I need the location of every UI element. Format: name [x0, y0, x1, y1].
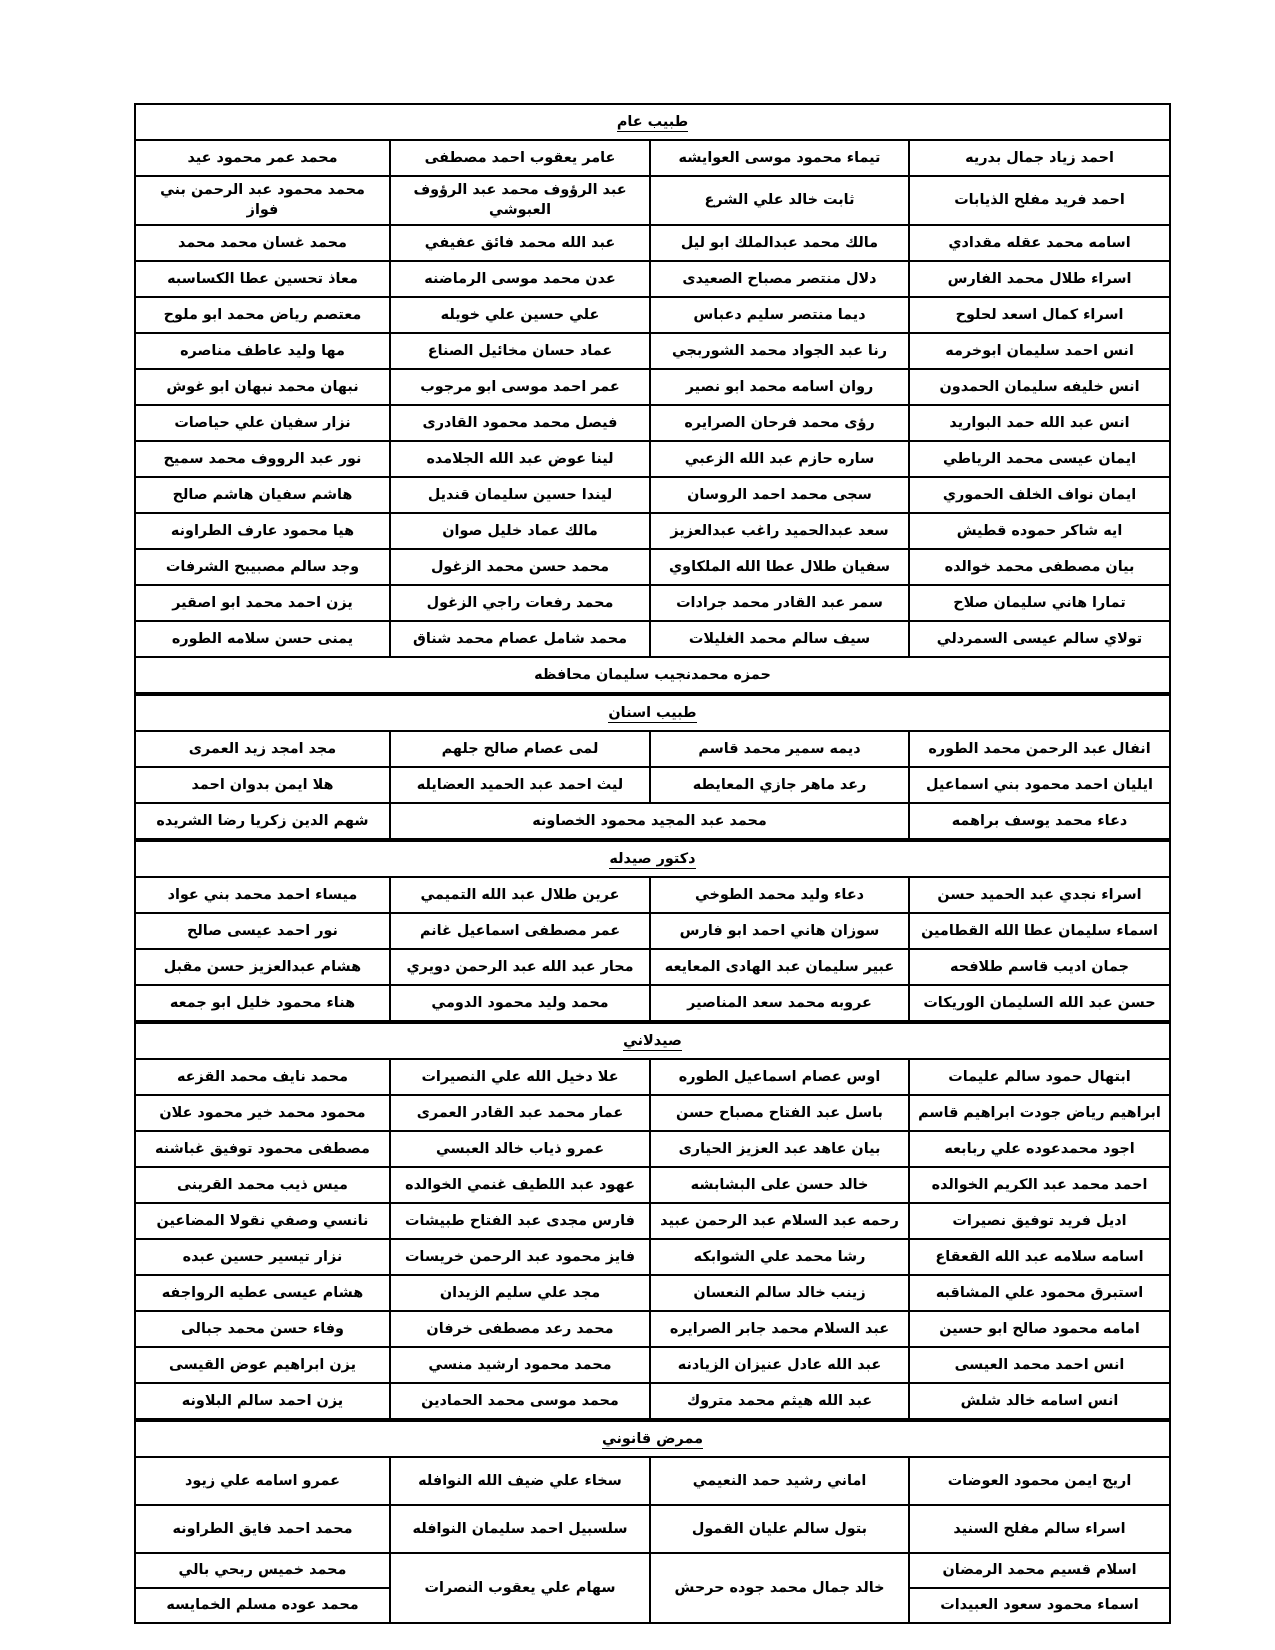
name-cell: اماني رشيد حمد النعيمي: [650, 1457, 909, 1505]
name-cell: عدن محمد موسى الرماضنه: [390, 261, 650, 297]
table-row-merged: [135, 803, 1170, 839]
table-row: [135, 441, 1170, 477]
name-cell: دعاء وليد محمد الطوخي: [650, 877, 909, 913]
table-row: [135, 731, 1170, 767]
name-cell: علي حسين علي خويله: [390, 297, 650, 333]
name-cell: اسراء كمال اسعد لحلوح: [909, 297, 1170, 333]
table-row: [135, 297, 1170, 333]
name-cell: امامه محمود صالح ابو حسين: [909, 1311, 1170, 1347]
name-cell: ايمان عيسى محمد الرياطي: [909, 441, 1170, 477]
section-heading-text: طبيب اسنان: [608, 704, 697, 721]
table-row: [135, 1275, 1170, 1311]
section-heading-row: [135, 841, 1170, 877]
name-cell: نور عبد الرووف محمد سميح: [135, 441, 390, 477]
name-cell: وجد سالم مصبيبح الشرفات: [135, 549, 390, 585]
section-heading-row: [135, 695, 1170, 731]
name-cell: يزن ابراهيم عوض القيسى: [135, 1347, 390, 1383]
section-table-doctor-pharmacy: [134, 840, 1171, 1022]
name-cell: لينا عوض عبد الله الجلامده: [390, 441, 650, 477]
name-cell: محمد شامل عصام محمد شناق: [390, 621, 650, 657]
name-cell: جمان اديب قاسم طلافحه: [909, 949, 1170, 985]
name-cell: مالك عماد خليل صوان: [390, 513, 650, 549]
name-cell: حسن عبد الله السليمان الوريكات: [909, 985, 1170, 1021]
table-row: [135, 1167, 1170, 1203]
name-cell: محمد رفعات راجي الزغول: [390, 585, 650, 621]
name-cell: سيف سالم محمد الغليلات: [650, 621, 909, 657]
name-cell: انفال عبد الرحمن محمد الطوره: [909, 731, 1170, 767]
name-cell: هشام عبدالعزيز حسن مقبل: [135, 949, 390, 985]
name-cell: مها وليد عاطف مناصره: [135, 333, 390, 369]
name-cell: معاذ تحسين عطا الكساسبه: [135, 261, 390, 297]
appointment-lists-sheet: [136, 103, 1171, 1624]
name-cell: لمى عصام صالح جلهم: [390, 731, 650, 767]
name-cell: انس عبد الله حمد البواريد: [909, 405, 1170, 441]
name-cell: بيان مصطفى محمد خوالده: [909, 549, 1170, 585]
section-heading: [135, 1421, 1170, 1457]
table-row: [135, 1457, 1170, 1505]
table-row: [135, 1203, 1170, 1239]
table-row: [135, 369, 1170, 405]
section-heading: [135, 1023, 1170, 1059]
name-cell: عبد السلام محمد جابر الصرايره: [650, 1311, 909, 1347]
name-cell: اسراء طلال محمد الفارس: [909, 261, 1170, 297]
name-cell: محمد عوده مسلم الخمايسه: [135, 1588, 390, 1623]
table-row: [135, 225, 1170, 261]
name-cell: محمد نايف محمد القزعه: [135, 1059, 390, 1095]
name-cell: محمد غسان محمد محمد: [135, 225, 390, 261]
name-cell: عهود عبد اللطيف غنمي الخوالده: [390, 1167, 650, 1203]
name-cell: اسراء سالم مفلح السنيد: [909, 1505, 1170, 1553]
name-cell: اسماء محمود سعود العبيدات: [909, 1588, 1170, 1623]
name-cell: ابراهيم رياض جودت ابراهيم قاسم: [909, 1095, 1170, 1131]
name-cell: رنا عبد الجواد محمد الشوربجي: [650, 333, 909, 369]
name-cell: نزار تيسير حسين عبده: [135, 1239, 390, 1275]
name-cell: عبير سليمان عبد الهادى المعايعه: [650, 949, 909, 985]
name-cell: محمد موسى محمد الحمادين: [390, 1383, 650, 1419]
name-cell: تيماء محمود موسى العوايشه: [650, 140, 909, 176]
name-cell: فايز محمود عبد الرحمن خريسات: [390, 1239, 650, 1275]
table-row: [135, 877, 1170, 913]
name-cell: اوس عصام اسماعيل الطوره: [650, 1059, 909, 1095]
name-cell: روان اسامه محمد ابو نصير: [650, 369, 909, 405]
name-cell: رحمه عبد السلام عبد الرحمن عبيد: [650, 1203, 909, 1239]
name-cell: هاشم سفيان هاشم صالح: [135, 477, 390, 513]
table-row: [135, 1239, 1170, 1275]
name-cell: يزن احمد محمد ابو اصقير: [135, 585, 390, 621]
name-cell: احمد محمد عبد الكريم الخوالده: [909, 1167, 1170, 1203]
section-heading-text: صيدلاني: [623, 1032, 682, 1049]
name-cell: بيان عاهد عبد العزيز الحيارى: [650, 1131, 909, 1167]
name-cell: ليندا حسين سليمان قنديل: [390, 477, 650, 513]
name-cell: احمد فريد مفلح الذيابات: [909, 176, 1170, 225]
name-cell: ثابت خالد علي الشرع: [650, 176, 909, 225]
name-cell: اسلام قسيم محمد الرمضان: [909, 1553, 1170, 1588]
name-cell: ايمان نواف الخلف الحموري: [909, 477, 1170, 513]
name-cell: عامر يعقوب احمد مصطفى: [390, 140, 650, 176]
name-cell: ايه شاكر حموده قطيش: [909, 513, 1170, 549]
table-row: [135, 333, 1170, 369]
section-heading: [135, 841, 1170, 877]
name-cell-rowspan: سهام علي يعقوب النصرات: [390, 1553, 650, 1623]
table-row: [135, 1505, 1170, 1553]
name-cell: معتصم رياض محمد ابو ملوح: [135, 297, 390, 333]
name-cell: اسراء نجدي عبد الحميد حسن: [909, 877, 1170, 913]
name-cell: نبهان محمد نبهان ابو غوش: [135, 369, 390, 405]
section-heading-text: ممرض قانوني: [601, 1430, 704, 1447]
name-cell: شهم الدين زكريا رضا الشريده: [135, 803, 390, 839]
name-cell: عرين طلال عبد الله التميمي: [390, 877, 650, 913]
name-cell: ايليان احمد محمود بني اسماعيل: [909, 767, 1170, 803]
section-heading-row: [135, 1023, 1170, 1059]
table-row: [135, 477, 1170, 513]
name-cell: نانسي وصفي نقولا المضاعين: [135, 1203, 390, 1239]
name-cell: محار عبد الله عبد الرحمن دويري: [390, 949, 650, 985]
name-cell: عمرو اسامه علي زيود: [135, 1457, 390, 1505]
table-row: [135, 1553, 1170, 1588]
name-cell: محمد محمود ارشيد منسي: [390, 1347, 650, 1383]
name-cell: عمر احمد موسى ابو مرجوب: [390, 369, 650, 405]
name-cell: يمنى حسن سلامه الطوره: [135, 621, 390, 657]
name-cell: رؤى محمد فرحان الصرايره: [650, 405, 909, 441]
name-cell: محمد رعد مصطفى خرفان: [390, 1311, 650, 1347]
name-cell: مجد امجد زيد العمرى: [135, 731, 390, 767]
name-cell: سلسبيل احمد سليمان النوافله: [390, 1505, 650, 1553]
name-cell: ميس ذيب محمد القرينى: [135, 1167, 390, 1203]
name-cell: فارس مجدى عبد الفتاح طبيشات: [390, 1203, 650, 1239]
name-cell: مجد علي سليم الزيدان: [390, 1275, 650, 1311]
section-heading-row: [135, 104, 1170, 140]
name-cell: سفيان طلال عطا الله الملكاوي: [650, 549, 909, 585]
name-cell: مصطفى محمود توفيق غباشنه: [135, 1131, 390, 1167]
table-row: [135, 1059, 1170, 1095]
name-cell: علا دخيل الله علي النصيرات: [390, 1059, 650, 1095]
table-row: [135, 176, 1170, 225]
name-cell: سعد عبدالحميد راغب عبدالعزيز: [650, 513, 909, 549]
name-cell: عمرو ذياب خالد العبسي: [390, 1131, 650, 1167]
name-cell: ساره حازم عبد الله الزعبي: [650, 441, 909, 477]
section-heading: [135, 104, 1170, 140]
name-cell: ليث احمد عبد الحميد العضايله: [390, 767, 650, 803]
name-cell: مالك محمد عبدالملك ابو ليل: [650, 225, 909, 261]
name-cell: رعد ماهر جازي المعايطه: [650, 767, 909, 803]
table-row: [135, 1131, 1170, 1167]
name-cell-merged: حمزه محمدنجيب سليمان محافظه: [135, 657, 1170, 693]
name-cell: فيصل محمد محمود القادرى: [390, 405, 650, 441]
name-cell: عماد حسان مخائيل الصناع: [390, 333, 650, 369]
table-row: [135, 585, 1170, 621]
name-cell: ابتهال حمود سالم عليمات: [909, 1059, 1170, 1095]
section-heading-text: طبيب عام: [616, 113, 689, 130]
name-cell: نزار سفيان علي حياصات: [135, 405, 390, 441]
name-cell: رشا محمد علي الشوابكه: [650, 1239, 909, 1275]
name-cell: عبد الله هيثم محمد متروك: [650, 1383, 909, 1419]
name-cell: محمد حسن محمد الزغول: [390, 549, 650, 585]
name-cell: استبرق محمود علي المشاقبه: [909, 1275, 1170, 1311]
table-row: [135, 261, 1170, 297]
name-cell: ديمه سمير محمد قاسم: [650, 731, 909, 767]
name-cell: عمار محمد عبد القادر العمرى: [390, 1095, 650, 1131]
name-cell-merged: محمد عبد المجيد محمود الخصاونه: [390, 803, 909, 839]
name-cell: اديل فريد توفيق نصيرات: [909, 1203, 1170, 1239]
name-cell: هيا محمود عارف الطراونه: [135, 513, 390, 549]
name-cell: اجود محمدعوده علي ربابعه: [909, 1131, 1170, 1167]
name-cell: سجى محمد احمد الروسان: [650, 477, 909, 513]
name-cell: اسامه محمد عقله مقدادي: [909, 225, 1170, 261]
name-cell: محمد احمد فايق الطراونه: [135, 1505, 390, 1553]
name-cell: باسل عبد الفتاح مصباح حسن: [650, 1095, 909, 1131]
name-cell: عبد الرؤوف محمد عبد الرؤوف العبوشي: [390, 176, 650, 225]
name-cell: سمر عبد القادر محمد جرادات: [650, 585, 909, 621]
section-table-registered-nurse: [134, 1420, 1171, 1624]
name-cell: محمد محمود عبد الرحمن بني فواز: [135, 176, 390, 225]
section-table-general-physician: [134, 103, 1171, 694]
name-cell: تمارا هاني سليمان صلاح: [909, 585, 1170, 621]
name-cell: يزن احمد سالم البلاونه: [135, 1383, 390, 1419]
table-row: [135, 1347, 1170, 1383]
name-cell: تولاي سالم عيسى السمردلي: [909, 621, 1170, 657]
name-cell: عبد الله عادل عنيزان الزيادنه: [650, 1347, 909, 1383]
name-cell: عبد الله محمد فائق عفيفي: [390, 225, 650, 261]
name-cell: نور احمد عيسى صالح: [135, 913, 390, 949]
name-cell: اسماء سليمان عطا الله القطامين: [909, 913, 1170, 949]
name-cell: محمد خميس ربحي بالي: [135, 1553, 390, 1588]
name-cell: دعاء محمد يوسف براهمه: [909, 803, 1170, 839]
name-cell: اريج ايمن محمود العوضات: [909, 1457, 1170, 1505]
table-row: [135, 549, 1170, 585]
name-cell: بتول سالم عليان القمول: [650, 1505, 909, 1553]
name-cell: دلال منتصر مصباح الصعيدى: [650, 261, 909, 297]
name-cell: انس اسامه خالد شلش: [909, 1383, 1170, 1419]
table-row: [135, 1095, 1170, 1131]
table-row: [135, 949, 1170, 985]
name-cell: احمد زياد جمال بدريه: [909, 140, 1170, 176]
name-cell: اسامه سلامه عبد الله القعقاع: [909, 1239, 1170, 1275]
name-cell: خالد حسن على البشابشه: [650, 1167, 909, 1203]
table-row: [135, 767, 1170, 803]
table-row: [135, 985, 1170, 1021]
name-cell: ديما منتصر سليم دعباس: [650, 297, 909, 333]
table-row: [135, 621, 1170, 657]
name-cell-rowspan: خالد جمال محمد جوده حرحش: [650, 1553, 909, 1623]
name-cell: محمود محمد خير محمود علان: [135, 1095, 390, 1131]
name-cell: انس خليفه سليمان الحمدون: [909, 369, 1170, 405]
name-cell: سخاء علي ضيف الله النوافله: [390, 1457, 650, 1505]
name-cell: محمد وليد محمود الدومي: [390, 985, 650, 1021]
name-cell: عمر مصطفى اسماعيل غانم: [390, 913, 650, 949]
table-row: [135, 1311, 1170, 1347]
name-cell: هشام عيسى عطيه الرواجفه: [135, 1275, 390, 1311]
name-cell: عروبه محمد سعد المناصير: [650, 985, 909, 1021]
name-cell: وفاء حسن محمد جبالى: [135, 1311, 390, 1347]
section-heading-row: [135, 1421, 1170, 1457]
table-row: [135, 513, 1170, 549]
name-cell: سوزان هاني احمد ابو فارس: [650, 913, 909, 949]
table-row: [135, 140, 1170, 176]
table-row: [135, 1383, 1170, 1419]
name-cell: انس احمد سليمان ابوخرمه: [909, 333, 1170, 369]
section-table-pharmacist: [134, 1022, 1171, 1420]
table-row: [135, 405, 1170, 441]
table-row-full-width: [135, 657, 1170, 693]
name-cell: هناء محمود خليل ابو جمعه: [135, 985, 390, 1021]
section-table-dentist: [134, 694, 1171, 840]
name-cell: هلا ايمن بدوان احمد: [135, 767, 390, 803]
name-cell: زينب خالد سالم النعسان: [650, 1275, 909, 1311]
name-cell: ميساء احمد محمد بني عواد: [135, 877, 390, 913]
name-cell: محمد عمر محمود عيد: [135, 140, 390, 176]
table-row: [135, 913, 1170, 949]
name-cell: انس احمد محمد العيسى: [909, 1347, 1170, 1383]
section-heading-text: دكتور صيدله: [609, 850, 696, 867]
section-heading: [135, 695, 1170, 731]
